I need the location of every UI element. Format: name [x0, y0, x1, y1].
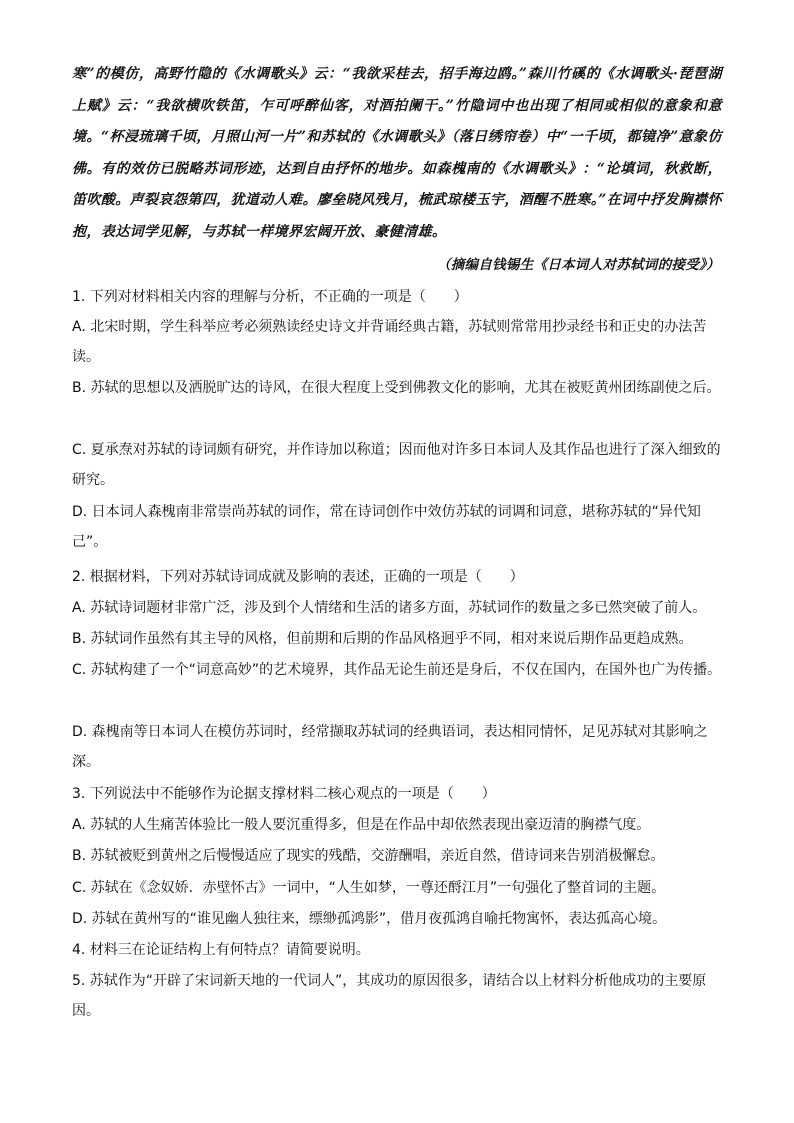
- question-2-option-b: B. 苏轼词作虽然有其主导的风格，但前期和后期的作品风格迥乎不同，相对来说后期作品更趋成熟。: [72, 631, 693, 647]
- question-1-stem: 1. 下列对材料相关内容的理解与分析，不正确的一项是（ ）: [72, 289, 468, 305]
- question-4-stem: 4. 材料三在论证结构上有何特点？请简要说明。: [72, 942, 370, 958]
- question-2-option-d: D. 森槐南等日本词人在模仿苏词时，经常撷取苏轼词的经典语词，表达相同情怀，足见苏轼对其影响之深。: [72, 724, 708, 770]
- question-1-option-c: C. 夏承焘对苏轼的诗词颇有研究，并作诗加以称道；因而他对许多日本词人及其作品也进行了深入细致的研究。: [72, 442, 721, 488]
- question-2-stem: 2. 根据材料，下列对苏轼诗词成就及影响的表述，正确的一项是（ ）: [72, 569, 524, 585]
- passage-paragraph: 寒”的模仿，高野竹隐的《水调歌头》云：“我欲采桂去，招手海边鸥。”森川竹磎的《水调歌头·琵琶湖上赋》云：“我欲横吹铁笛，乍可呼醉仙客，对酒拍阑干。”竹隐词中也出现了相同或相似的意象和意境。“杯浸琉璃千顷，月照山河一片”和苏轼的《水调歌头》（落日绣帘卷）中“一千顷，都镜净”意象仿佛。有的效仿已脱略苏词形迹，达到自由抒怀的地步。如森槐南的《水调歌头》：“论填词，秋救断，笛吹酸。声裂哀怨第四，犹道动人难。廖垒晓风残月，梳武琼楼玉宇，酒醒不胜寒。”在词中抒发胸襟怀抱，表达词学见解，与苏轼一样境界宏阔开放、豪健清雄。: [72, 66, 722, 240]
- question-5-stem: 5. 苏轼作为“开辟了宋词新天地的一代词人”，其成功的原因很多，请结合以上材料分析他成功的主要原因。: [72, 973, 707, 1019]
- question-3-stem: 3. 下列说法中不能够作为论据支撑材料二核心观点的一项是（ ）: [72, 786, 496, 802]
- question-3-option-b: B. 苏轼被贬到黄州之后慢慢适应了现实的残酷，交游酬唱，亲近自然，借诗词来告别消极懈怠。: [72, 848, 665, 864]
- question-1-option-d: D. 日本词人森槐南非常崇尚苏轼的词作，常在诗词创作中效仿苏轼的词调和词意，堪称苏轼的“异代知己”。: [72, 504, 701, 550]
- question-3-option-a: A. 苏轼的人生痛苦体验比一般人要沉重得多，但是在作品中却依然表现出豪迈清的胸襟气度。: [72, 817, 651, 833]
- question-2-option-a: A. 苏轼诗词题材非常广泛，涉及到个人情绪和生活的诸多方面，苏轼词作的数量之多已然突破了前人。: [72, 600, 707, 616]
- passage-source: （摘编自钱锡生《日本词人对苏轼词的接受》）: [436, 257, 720, 273]
- question-1-option-b: B. 苏轼的思想以及洒脱旷达的诗风，在很大程度上受到佛教文化的影响，尤其在被贬黄州团练副使之后。: [72, 380, 721, 396]
- question-2-option-c: C. 苏轼构建了一个“词意高妙”的艺术境界，其作品无论生前还是身后，不仅在国内，在国外也广为传播。: [72, 662, 722, 678]
- question-3-option-d: D. 苏轼在黄州写的“谁见幽人独往来，缥缈孤鸿影”，借月夜孤鸿自喻托物寓怀，表达孤高心境。: [72, 911, 667, 927]
- question-3-option-c: C. 苏轼在《念奴娇．赤壁怀古》一词中，“人生如梦，一尊还酹江月”一句强化了整首词的主题。: [72, 880, 666, 896]
- question-1-option-a: A. 北宋时期，学生科举应考必须熟读经史诗文并背诵经典古籍，苏轼则常常用抄录经书和正史的办法苦读。: [72, 319, 707, 365]
